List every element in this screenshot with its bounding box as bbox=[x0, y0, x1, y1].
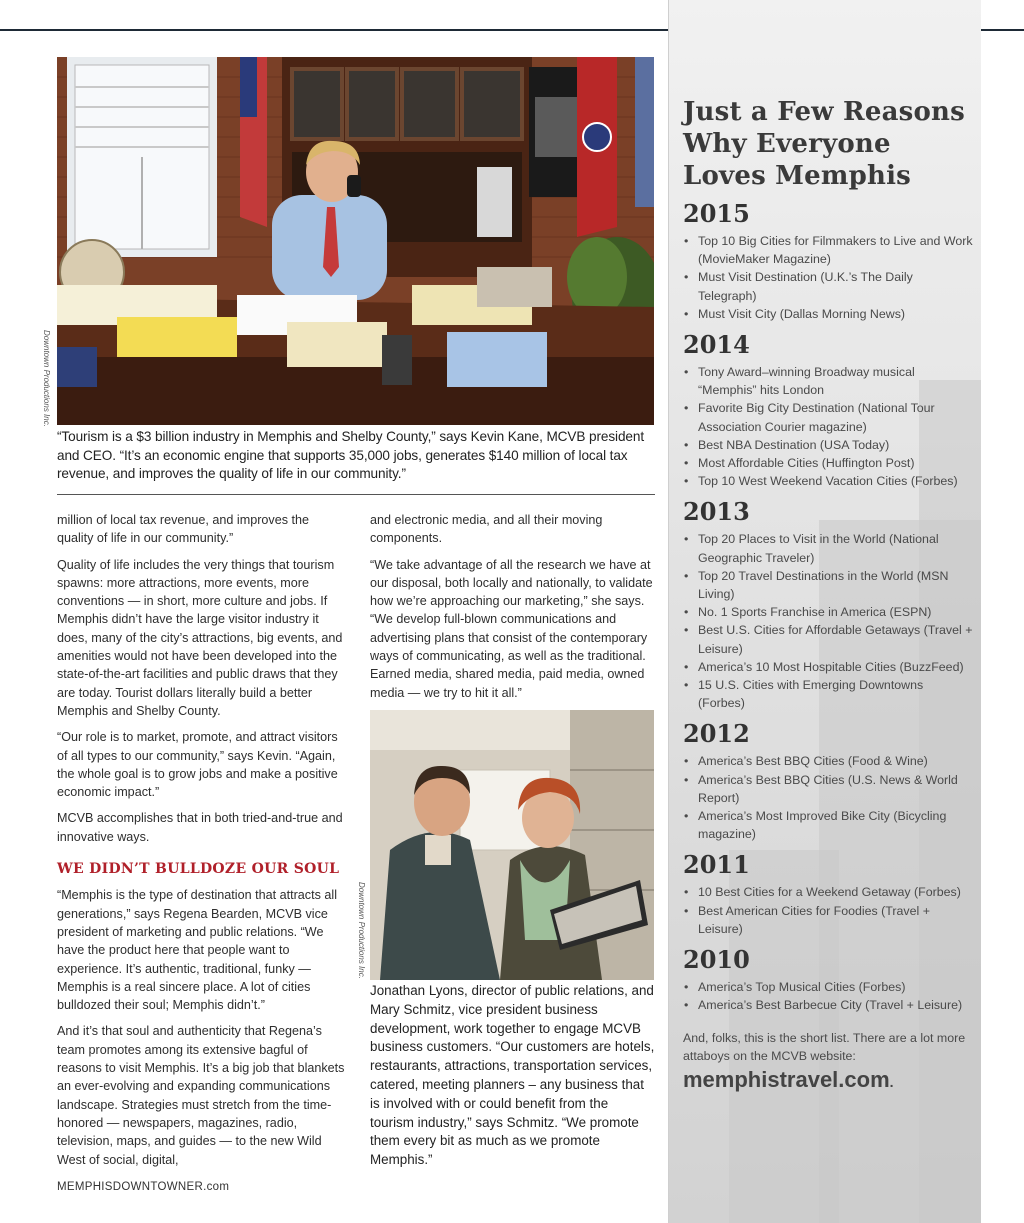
award-item: • 15 U.S. Cities with Emerging Downtowns (Forbes) bbox=[683, 676, 973, 712]
section-subhead: WE DIDN’T BULLDOZE OUR SOUL bbox=[57, 861, 340, 878]
award-item: • America’s Best Barbecue City (Travel + Leisure) bbox=[683, 996, 973, 1014]
award-item: • America’s Top Musical Cities (Forbes) bbox=[683, 978, 973, 996]
award-item: • Best U.S. Cities for Affordable Getaways (Travel + Leisure) bbox=[683, 621, 973, 657]
award-item: • Best NBA Destination (USA Today) bbox=[683, 436, 973, 454]
website-url[interactable]: memphistravel.com bbox=[683, 1066, 890, 1092]
article-column-2 bbox=[370, 511, 654, 710]
award-item: • Must Visit Destination (U.K.’s The Daily Telegraph) bbox=[683, 268, 973, 304]
year-heading: 2015 bbox=[683, 199, 750, 228]
sidebar-content bbox=[683, 96, 973, 1093]
sidebar-title: Just a Few Reasons Why Everyone Loves Memphis bbox=[683, 97, 965, 191]
awards-list bbox=[683, 232, 973, 323]
paragraph: Quality of life includes the very things that tourism spawns: more attractions, more events, more conventions — in short, more culture and jobs. If Memphis didn’t have the large visitor industry it does, many of the city’s attractions, big events, and amenities would not have been developed into the state-of-the-art facilities and public draws that they are today. Tourist dollars literally build a better Memphis and Shelby County. bbox=[57, 557, 343, 718]
photo-lyons-schmitz bbox=[370, 710, 654, 980]
award-item: • Top 10 Big Cities for Filmmakers to Live and Work (MovieMaker Magazine) bbox=[683, 232, 973, 268]
closing-text: And, folks, this is the short list. There are a lot more attaboys on the MCVB website: bbox=[683, 1030, 966, 1063]
paragraph: “We take advantage of all the research we have at our disposal, both locally and nationally, to validate how we’re approaching our marketing,” she says. “We develop full-blown communications and advertising plans that consist of the contemporary ways of communicating, as well as the traditional. Earned media, shared media, paid media, owned media — we try to hit it all.” bbox=[370, 557, 653, 700]
sidebar-reasons bbox=[668, 0, 981, 1223]
award-item: • 10 Best Cities for a Weekend Getaway (Forbes) bbox=[683, 883, 973, 901]
photo-caption: “Tourism is a $3 billion industry in Memphis and Shelby County,” says Kevin Kane, MCVB president and CEO. “It’s an economic engine that supports 35,000 jobs, generates $140 million of local tax revenue, and improves the quality of life in our community.” bbox=[57, 429, 645, 481]
paragraph: “Memphis is the type of destination that attracts all generations,” says Regena Bearden, MCVB vice president of marketing and public relations. “We have the product here that people want to experience. It’s authentic, traditional, funky — Memphis is a real sincere place. A lot of cities bulldozed their soul; Memphis didn’t.” bbox=[57, 888, 337, 1013]
photo-caption-2: Jonathan Lyons, director of public relations, and Mary Schmitz, vice president business development, work together to engage MCVB business customers. “Our customers are hotels, restaurants, attractions, transportation services, catered, meeting planners – any business that is involved with or could benefit from the tourism industry,” says Schmitz. “We promote them every bit as much as we promote Memphis.” bbox=[370, 983, 655, 1168]
photo-credit: Downtown Productions Inc. bbox=[42, 330, 51, 427]
article-column-1 bbox=[57, 511, 347, 1177]
top-rule-right bbox=[980, 29, 1024, 31]
paragraph: and electronic media, and all their moving components. bbox=[370, 513, 603, 546]
award-item: • Top 10 West Weekend Vacation Cities (Forbes) bbox=[683, 472, 973, 490]
award-item: • Tony Award–winning Broadway musical “Memphis” hits London bbox=[683, 363, 973, 399]
year-heading: 2012 bbox=[683, 719, 750, 749]
year-heading: 2013 bbox=[683, 497, 750, 527]
awards-list bbox=[683, 363, 973, 490]
top-rule bbox=[0, 29, 668, 31]
divider bbox=[57, 494, 655, 495]
award-item: • Favorite Big City Destination (National Tour Association Courier magazine) bbox=[683, 399, 973, 435]
award-item: • No. 1 Sports Franchise in America (ESPN) bbox=[683, 603, 973, 621]
award-item: • Most Affordable Cities (Huffington Post) bbox=[683, 454, 973, 472]
award-item: • Top 20 Travel Destinations in the World (MSN Living) bbox=[683, 567, 973, 603]
award-item: • America’s 10 Most Hospitable Cities (BuzzFeed) bbox=[683, 658, 973, 676]
paragraph: And it’s that soul and authenticity that Regena’s team promotes among its extensive bagful of reasons to visit Memphis. It’s a big job that blankets an ever-evolving and expanding communications landscape. Strategies must stretch from the time-honored — newspapers, magazines, radio, television, maps, and guides — to the new Wild West of social, digital, bbox=[57, 1024, 345, 1167]
footer-site: MEMPHISDOWNTOWNER.com bbox=[57, 1181, 230, 1193]
paragraph: MCVB accomplishes that in both tried-and-true and innovative ways. bbox=[57, 811, 343, 844]
awards-list bbox=[683, 883, 973, 938]
paragraph: million of local tax revenue, and improves the quality of life in our community.” bbox=[57, 513, 310, 546]
website-link[interactable] bbox=[683, 1067, 973, 1093]
year-heading: 2011 bbox=[683, 850, 750, 880]
photo-credit-2: Downtown Productions Inc. bbox=[357, 882, 366, 979]
award-item: • America’s Best BBQ Cities (U.S. News & World Report) bbox=[683, 771, 973, 807]
awards-list bbox=[683, 752, 973, 843]
award-item: • America’s Most Improved Bike City (Bicycling magazine) bbox=[683, 807, 973, 843]
award-item: • America’s Best BBQ Cities (Food & Wine) bbox=[683, 752, 973, 770]
year-heading: 2014 bbox=[683, 330, 750, 360]
awards-list bbox=[683, 978, 973, 1014]
url-period: . bbox=[889, 1073, 894, 1090]
award-item: • Must Visit City (Dallas Morning News) bbox=[683, 305, 973, 323]
award-item: • Top 20 Places to Visit in the World (National Geographic Traveler) bbox=[683, 530, 973, 566]
photo-office-kevin-kane bbox=[57, 57, 654, 425]
awards-list bbox=[683, 530, 973, 712]
paragraph: “Our role is to market, promote, and attract visitors of all types to our community,” says Kevin. “Again, the whole goal is to grow jobs and make a positive economic impact.” bbox=[57, 730, 338, 800]
award-item: • Best American Cities for Foodies (Travel + Leisure) bbox=[683, 902, 973, 938]
year-heading: 2010 bbox=[683, 945, 750, 975]
